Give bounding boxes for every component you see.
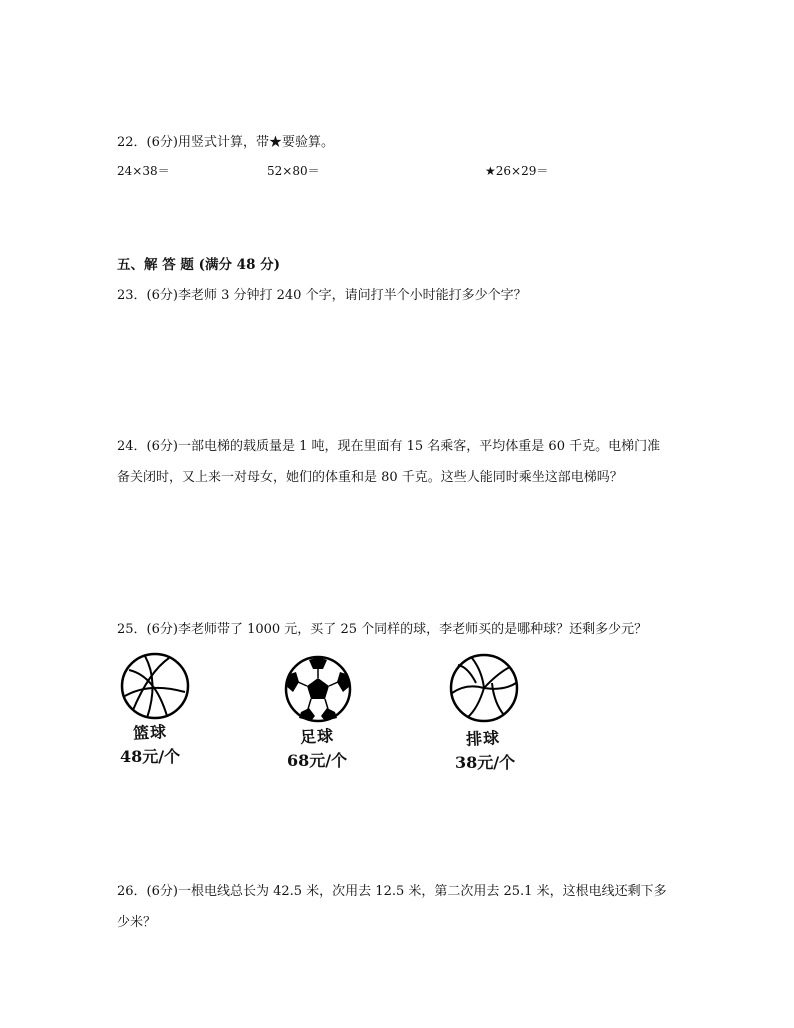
soccer-ball-price: 68元/个 [287,751,348,770]
volleyball-price: 38元/个 [455,753,516,772]
question-25: 25．(6分)李老师带了 1000 元，买了 25 个同样的球，李老师买的是哪种球？还剩多少元？ [117,622,648,637]
question-23: 23．(6分)李老师 3 分钟打 240 个字，请问打半个小时能打多少个字？ [117,288,527,303]
question-22-title: 22．(6分)用竖式计算，带★要验算。 [117,135,334,150]
question-26-line-1: 26．(6分)一根电线总长为 42.5 米，次用去 12.5 米，第二次用去 25.1 米，这根电线还剩下多 [117,884,667,899]
question-24-line-2: 备关闭时，又上来一对母女，她们的体重和是 80 千克。这些人能同时乘坐这部电梯吗？ [117,470,623,485]
question-26-line-2: 少米？ [117,915,157,930]
basketball-price: 48元/个 [120,747,181,766]
volleyball-icon [448,653,520,723]
section-5-heading: 五、解 答 题 (满分 48 分) [117,257,281,273]
question-24-line-1: 24．(6分)一部电梯的载质量是 1 吨，现在里面有 15 名乘客，平均体重是 60 千克。电梯门准 [117,439,661,454]
q22-item-3: ★26×29＝ [485,164,549,178]
q22-item-1: 24×38＝ [117,164,170,178]
basketball-label: 篮球 [132,722,168,743]
soccer-ball-label: 足球 [299,726,335,747]
volleyball-label: 排球 [465,728,501,749]
basketball-icon [119,652,191,720]
q22-item-2: 52×80＝ [267,164,320,178]
soccer-ball-icon [283,654,353,724]
